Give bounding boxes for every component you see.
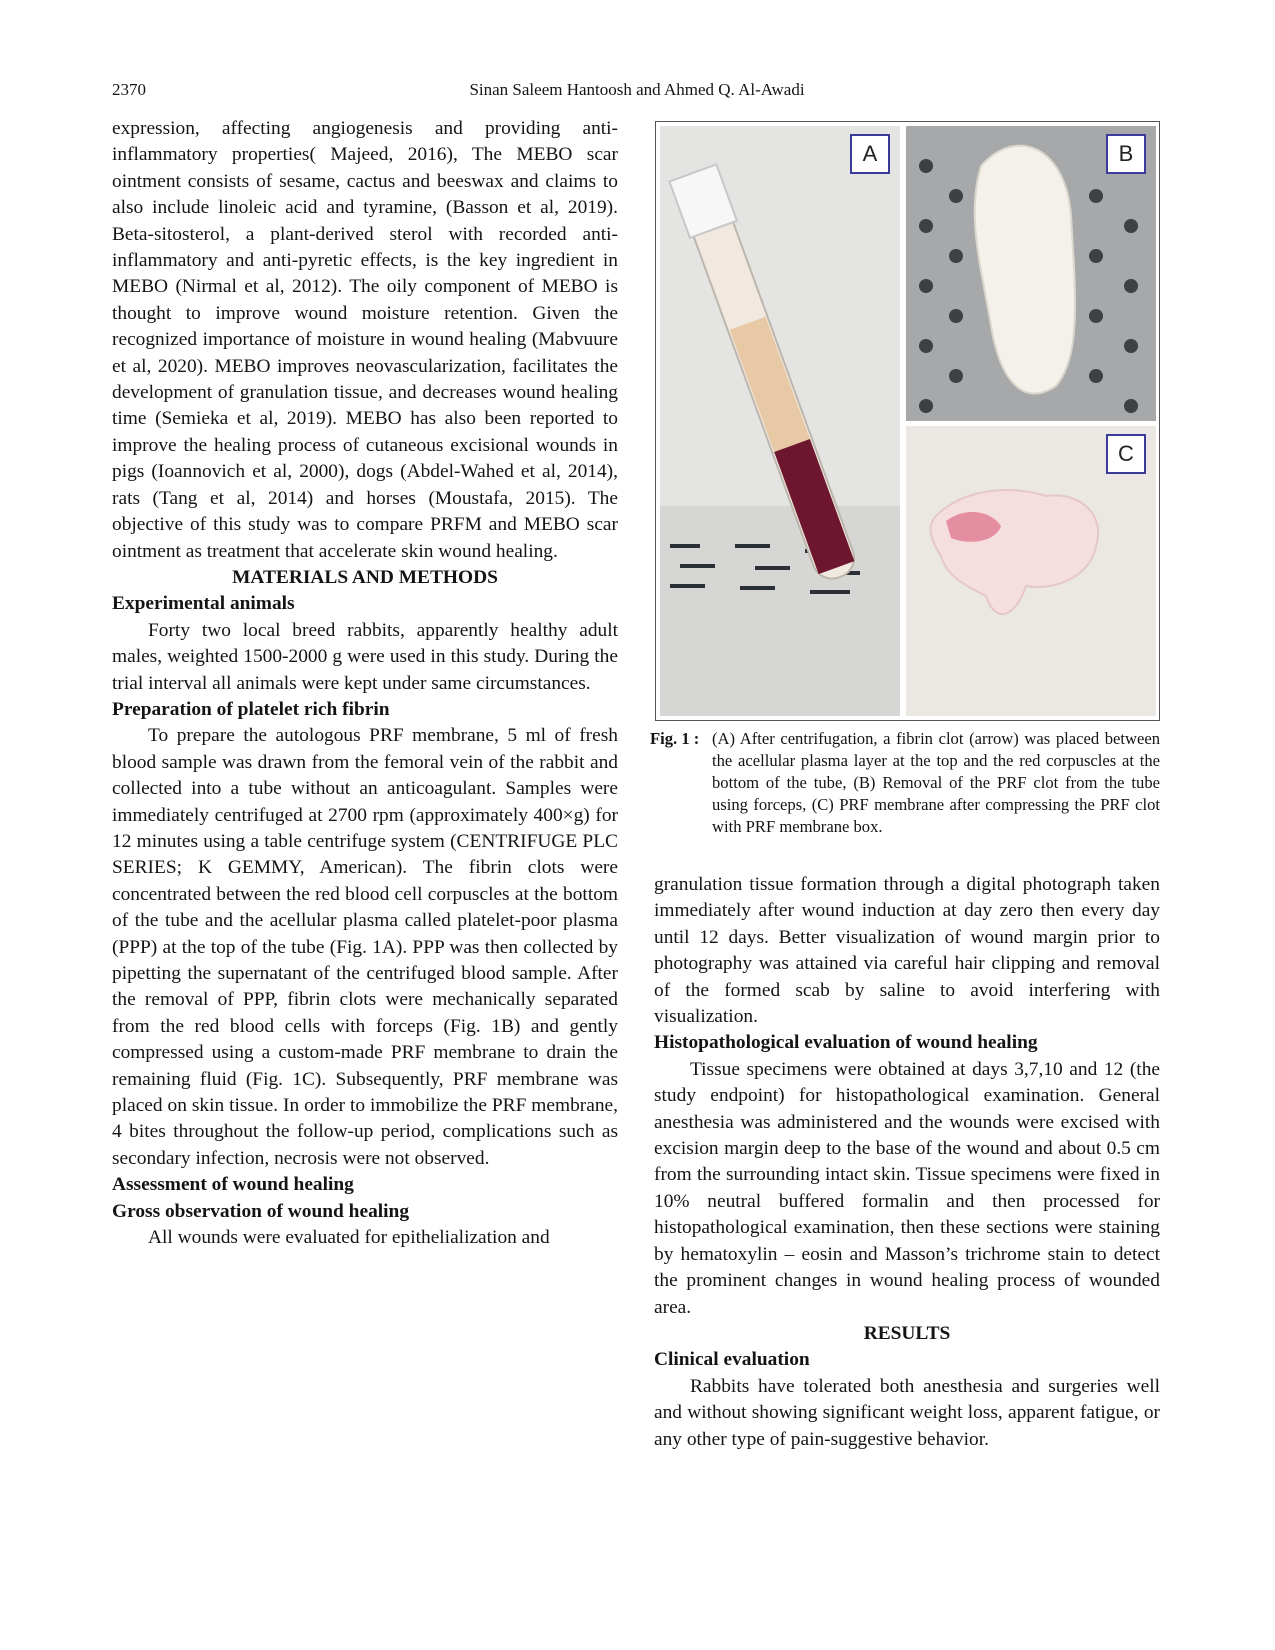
running-title: Sinan Saleem Hantoosh and Ahmed Q. Al-Awadi <box>469 80 805 99</box>
subheading-gross-observation: Gross observation of wound healing <box>112 1200 410 1222</box>
animals-paragraph: Forty two local breed rabbits, apparently healthy adult males, weighted 1500-2000 g were used in this study. During the trial interval all animals were kept under same circumstances. <box>112 619 618 694</box>
subheading-assessment: Assessment of wound healing <box>112 1174 354 1196</box>
subheading-clinical-evaluation: Clinical evaluation <box>654 1349 810 1371</box>
histopathology-paragraph: Tissue specimens were obtained at days 3,7,10 and 12 (the study endpoint) for histopathological examination. General anesthesia was administered and the wounds were excised with excision margin deep to the base of the wound and about 0.5 cm from the surrounding intact skin. Tissue specimens were fixed in 10% neutral buffered formalin and then processed for histopathological examination, then these sections were staining by hematoxylin – eosin and Masson’s trichrome stain to detect the prominent changes in wound healing process of wounded area. <box>654 1058 1160 1318</box>
figure-caption-text: (A) After centrifugation, a fibrin clot (arrow) was placed between the acellular plasma layer at the top and the red corpuscles at the bottom of the tube, (B) Removal of the PRF clot from the tube using forceps, (C) PRF membrane after compressing the PRF clot with PRF membrane box. <box>712 729 1160 836</box>
section-heading-results: RESULTS <box>863 1322 951 1344</box>
figure-caption-label: Fig. 1 : <box>650 729 700 748</box>
left-column <box>112 116 618 1251</box>
figure-panel-a-tube-photo <box>660 126 900 716</box>
right-column <box>654 872 1160 1453</box>
subheading-experimental-animals: Experimental animals <box>112 593 295 615</box>
figure-caption <box>650 728 1160 838</box>
prf-paragraph: To prepare the autologous PRF membrane, 5 ml of fresh blood sample was drawn from the femoral vein of the rabbit and collected into a tube without an anticoagulant. Samples were immediately centrifuged at 2700 rpm (approximately 400×g) for 12 minutes using a table centrifuge system (CENTRIFUGE PLC SERIES; K GEMMY, American). The fibrin clots were concentrated between the red blood cell corpuscles at the bottom of the tube and the acellular plasma called platelet-poor plasma (PPP) at the top of the tube (Fig. 1A). PPP was then collected by pipetting the supernatant of the centrifuged blood sample. After the removal of PPP, fibrin clots were mechanically separated from the red blood cells with forceps (Fig. 1B) and gently compressed using a custom-made PRF membrane to drain the remaining fluid (Fig. 1C). Subsequently, PRF membrane was placed on skin tissue. In order to immobilize the PRF membrane, 4 bites throughout the follow-up period, complications such as secondary infection, necrosis were not observed. <box>112 725 618 1169</box>
intro-paragraph: expression, affecting angiogenesis and providing anti-inflammatory properties( Majeed, 2016), The MEBO scar ointment consists of sesame, cactus and beeswax and claims to also include linoleic acid and tyramine, (Basson et al, 2019). Beta-sitosterol, a plant-derived sterol with recorded anti-inflammatory and anti-pyretic effects, is the key ingredient in MEBO (Nirmal et al, 2012). The oily component of MEBO is thought to improve wound moisture retention. Given the recognized importance of moisture in wound healing (Mabvuure et al, 2020). MEBO improves neovascularization, facilitates the development of granulation tissue, and decreases wound healing time (Semieka et al, 2019). MEBO has also been reported to improve the healing process of cutaneous excisional wounds in pigs (Ioannovich et al, 2000), dogs (Abdel-Wahed et al, 2014), rats (Tang et al, 2014) and horses (Moustafa, 2015). The objective of this study was to compare PRFM and MEBO scar ointment as treatment that accelerate skin wound healing. <box>112 118 618 562</box>
clinical-paragraph: Rabbits have tolerated both anesthesia and surgeries well and without showing significant weight loss, apparent fatigue, or any other type of pain-suggestive behavior. <box>654 1375 1160 1450</box>
figure-panel-c-membrane-photo <box>906 426 1156 716</box>
gross-paragraph-continued: granulation tissue formation through a digital photograph taken immediately after wound induction at day zero then every day until 12 days. Better visualization of wound margin prior to photography was attained via careful hair clipping and removal of the formed scab by saline to avoid interfering with visualization. <box>654 874 1160 1028</box>
panel-label-b: B <box>1106 134 1146 174</box>
panel-label-a: A <box>850 134 890 174</box>
panel-label-c: C <box>1106 434 1146 474</box>
subheading-histopathology: Histopathological evaluation of wound healing <box>654 1032 1038 1054</box>
tube-illustration <box>660 126 900 716</box>
figure-panel-b-clot-photo <box>906 126 1156 421</box>
section-heading-methods: MATERIALS AND METHODS <box>232 566 498 588</box>
page-number: 2370 <box>112 80 146 99</box>
page-header <box>112 80 1162 104</box>
figure-1 <box>655 121 1160 721</box>
gross-paragraph: All wounds were evaluated for epithelialization and <box>148 1227 550 1249</box>
subheading-prf-preparation: Preparation of platelet rich fibrin <box>112 698 390 720</box>
